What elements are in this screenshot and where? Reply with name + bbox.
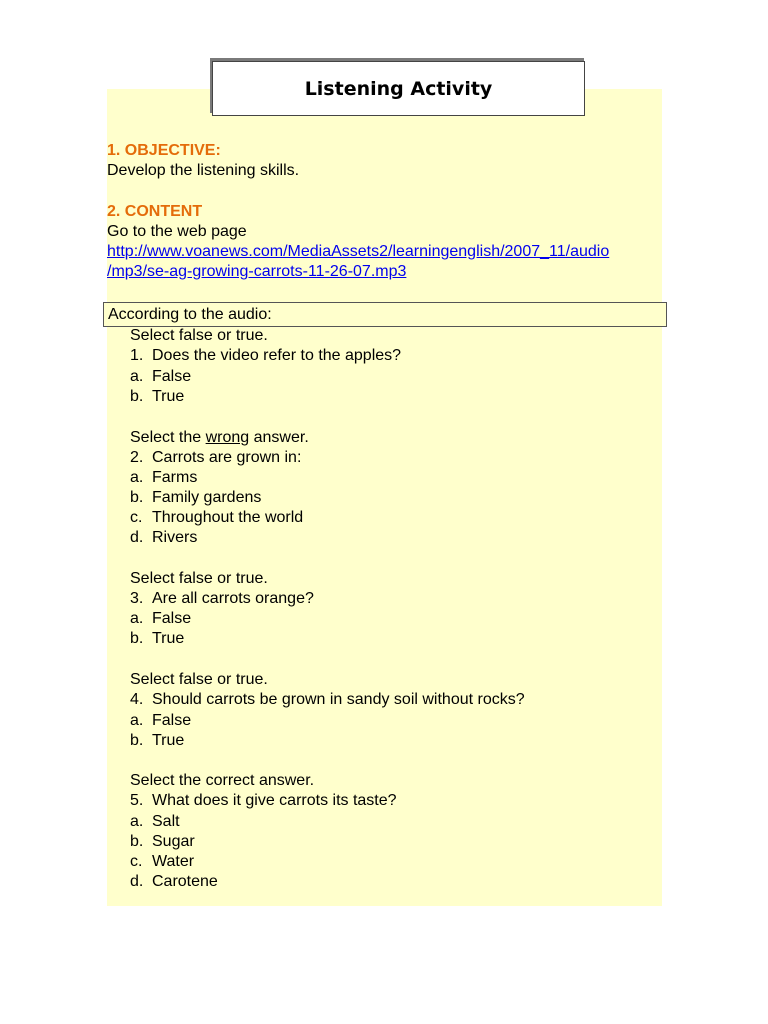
content-heading: 2. CONTENT [107,203,203,220]
option-letter: c. [130,853,143,870]
question-1-instruction: Select false or true. [130,327,268,344]
option-letter: d. [130,529,144,546]
option-letter: b. [130,630,144,647]
question-1-option-b[interactable] [130,387,184,407]
question-text: Should carrots be grown in sandy soil without rocks? [152,691,525,708]
option-letter: a. [130,469,144,486]
page-title: Listening Activity [212,61,585,116]
question-2-option-b[interactable] [130,488,261,508]
instruction-emphasis: wrong [205,429,250,446]
instruction-text: answer. [249,429,309,446]
question-text: Are all carrots orange? [152,590,314,607]
option-text: Sugar [152,833,195,850]
option-letter: b. [130,732,144,749]
option-text: False [152,610,192,627]
question-3-instruction: Select false or true. [130,570,268,587]
option-letter: c. [130,509,143,526]
question-4-option-a[interactable] [130,711,191,731]
question-number: 5. [130,792,144,809]
question-text: Carrots are grown in: [152,449,302,466]
question-number: 2. [130,449,144,466]
question-5-option-b[interactable] [130,832,195,852]
question-5-option-d[interactable] [130,872,218,892]
option-letter: d. [130,873,144,890]
question-text: Does the video refer to the apples? [152,347,402,364]
option-letter: b. [130,489,144,506]
objective-text: Develop the listening skills. [107,162,300,179]
question-2-option-c[interactable] [130,508,303,528]
option-text: Farms [152,469,198,486]
content-intro: Go to the web page [107,223,247,240]
question-3-option-b[interactable] [130,629,184,649]
question-5-instruction: Select the correct answer. [130,772,315,789]
question-5 [130,791,397,811]
option-text: False [152,368,192,385]
question-3-option-a[interactable] [130,609,191,629]
question-2-instruction [130,428,309,448]
option-text: Water [152,853,195,870]
option-letter: a. [130,610,144,627]
question-1 [130,346,401,366]
instruction-text: Select the [130,429,206,446]
question-4-instruction: Select false or true. [130,671,268,688]
option-text: True [152,630,185,647]
option-letter: b. [130,833,144,850]
question-2-option-d[interactable] [130,528,197,548]
audio-label-box [103,302,667,327]
question-number: 1. [130,347,144,364]
question-number: 4. [130,691,144,708]
question-4-option-b[interactable] [130,731,184,751]
option-letter: a. [130,368,144,385]
option-text: False [152,712,192,729]
option-letter: a. [130,813,144,830]
question-4 [130,690,525,710]
question-text: What does it give carrots its taste? [152,792,397,809]
question-3 [130,589,314,609]
option-text: Throughout the world [152,509,304,526]
question-2-option-a[interactable] [130,468,197,488]
question-1-option-a[interactable] [130,367,191,387]
objective-heading: 1. OBJECTIVE: [107,142,221,159]
option-text: True [152,388,185,405]
option-letter: b. [130,388,144,405]
option-text: True [152,732,185,749]
audio-link-line-1[interactable]: http://www.voanews.com/MediaAssets2/learningenglish/2007_11/audio [107,243,610,260]
audio-link-line-2[interactable]: /mp3/se-ag-growing-carrots-11-26-07.mp3 [107,263,407,280]
question-2 [130,448,301,468]
question-5-option-c[interactable] [130,852,194,872]
option-text: Rivers [152,529,198,546]
option-letter: a. [130,712,144,729]
option-text: Salt [152,813,180,830]
option-text: Family gardens [152,489,262,506]
audio-label: According to the audio: [108,306,272,323]
question-5-option-a[interactable] [130,812,180,832]
question-number: 3. [130,590,144,607]
option-text: Carotene [152,873,218,890]
